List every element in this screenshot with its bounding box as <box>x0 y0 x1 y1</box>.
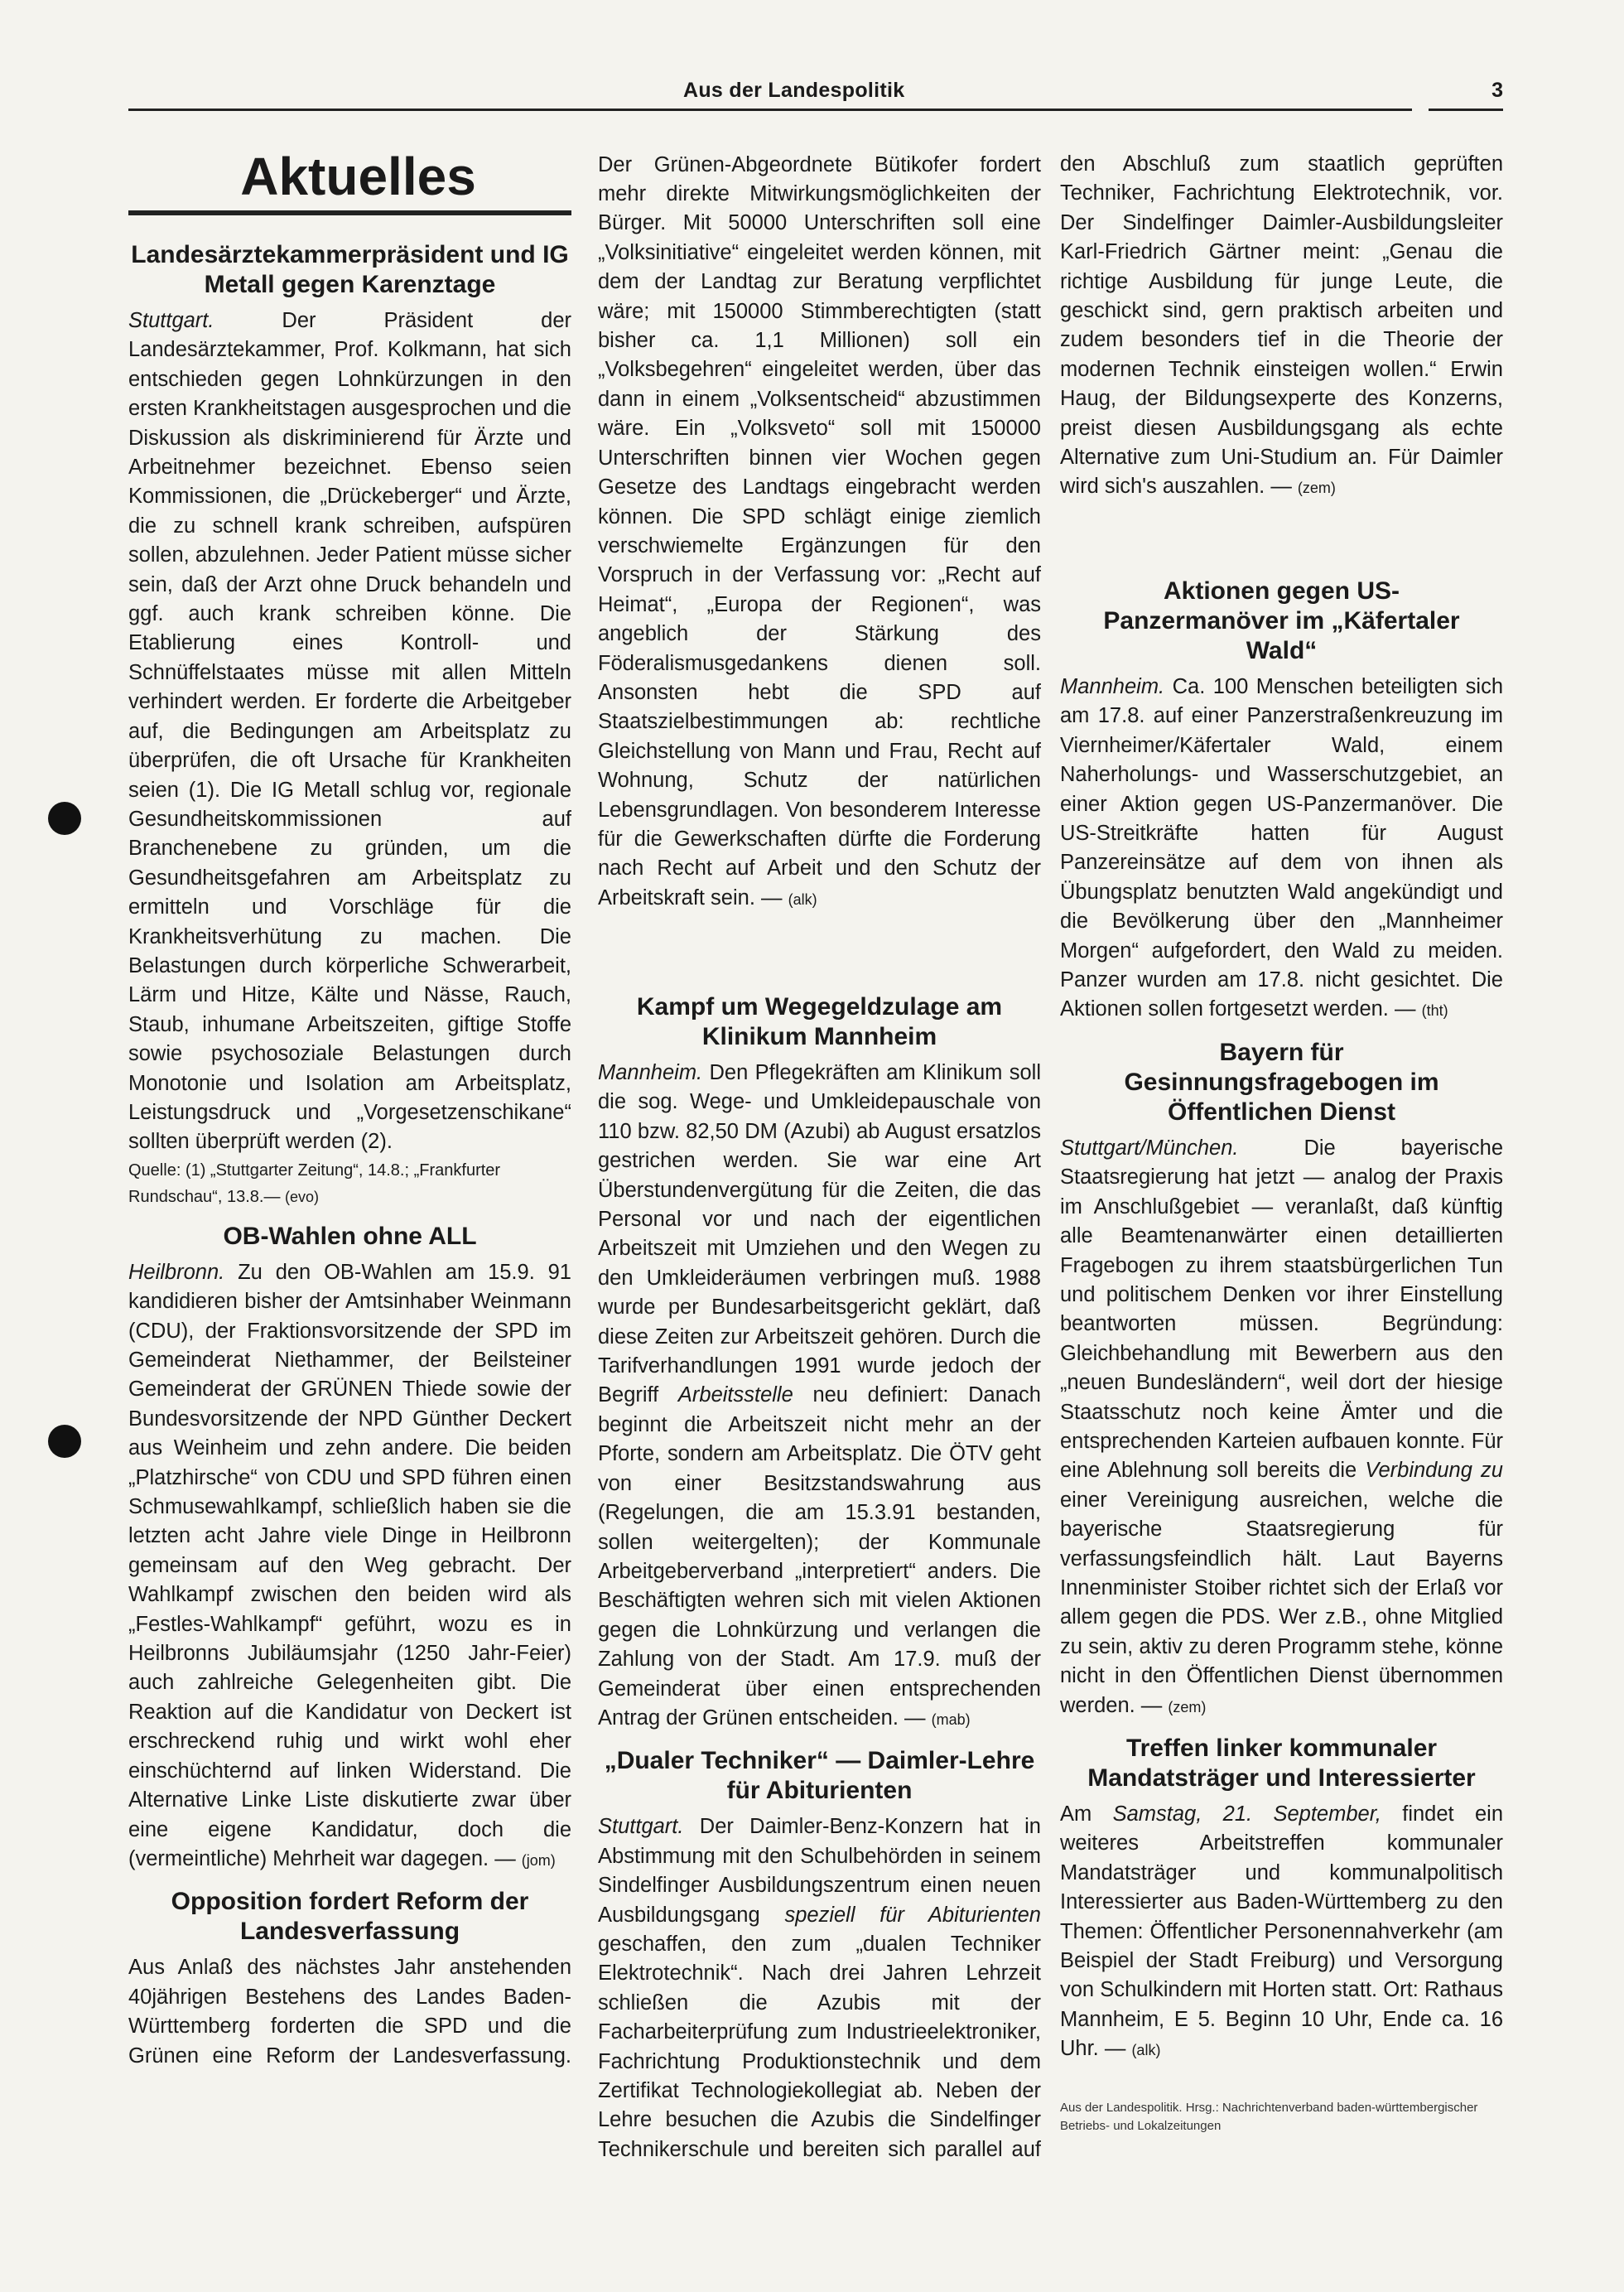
dateline: Mannheim. <box>1060 675 1165 698</box>
page-number: 3 <box>1491 79 1503 102</box>
section-rule <box>128 210 571 215</box>
article-body-part-2: Der Grünen-Abgeordnete Bütikofer fordert mehr direkte Mitwirkungsmöglichkeiten der Bürger. Mit 50000 Unterschriften soll eine „Volksinitiative“ eingeleitet werden können, mit dem der Landtag zur Beratung verpflichtet wäre; mit 150000 Stimmberechtigten (statt bisher ca. 1,1 Millionen) soll ein „Volksbegehren“ eingeleitet werden, über das dann in einem „Volksentscheid“ abzustimmen wäre. Ein „Volksveto“ soll mit 150000 Unterschriften binnen vier Wochen gegen Gesetze des Landtags eingebracht werden können. Die SPD schlägt einige ziemlich verschwiemelte Ergänzungen für den Vorspruch in der Verfassung vor: „Recht auf Heimat“, „Europa der Regionen“, was angeblich der Stärkung des Föderalismusgedankens dienen soll. Ansonsten hebt die SPD auf Staatszielbestimmungen ab: rechtliche Gleichstellung von Mann und Frau, Recht auf Wohnung, Schutz der natürlichen Lebensgrundlagen. Von besonderem Interesse für die Gewerkschaften dürfte die Forderung nach Recht auf Arbeit und den Schutz der Arbeitskraft sein. — (alk) <box>598 152 1041 910</box>
article-body: Stuttgart/München. Die bayerische Staatsregierung hat jetzt — analog der Praxis im Anschlußgebiet — veranlaßt, daß künftig alle Beamtenanwärter einen detaillierten Fragebogen zu ihrem staatsbürgerlichen Tun und politischem Denken vor ihrer Einstellung beantworten müssen. Begründung: Gleichbehandlung mit Bewerbern aus den „neuen Bundesländern“, weil dort der hiesige Staatsschutz noch keine Ämter und die entsprechenden Karteien aufbauen konnte. Für eine Ablehnung soll bereits die Verbindung zu einer Vereinigung ausreichen, welche die bayerische Staatsregierung für verfassungsfeindlich hält. Laut Bayerns Innenminister Stoiber richtet sich der Erlaß vor allem gegen die PDS. Wer z.B., ohne Mitglied zu sein, aktiv zu deren Programm stehe, könne nicht in den Öffentlichen Dienst übernommen werden. — (zem) <box>1060 1136 1503 1717</box>
article <box>598 1746 1041 2165</box>
article-headline: „Dualer Techniker“ — Daimler-Lehre für Abiturienten <box>604 1747 1035 1805</box>
article-body: Mannheim. Den Pflegekräften am Klinikum soll die sog. Wege- und Umkleidepauschale von 110 bzw. 82,50 DM (Azubi) ab August ersatzlos gestrichen werden. Sie war eine Art Überstundenvergütung für die Zeiten, die das Personal vor und nach der eigentlichen Arbeitszeit mit Umziehen und den Wegen zu den Umkleideräumen verbringen muß. 1988 wurde per Bundesarbeitsgericht geklärt, daß diese Zeiten zur Arbeitszeit gehören. Durch die Tarifverhandlungen 1991 wurde jedoch der Begriff Arbeitsstelle neu definiert: Danach beginnt die Arbeitszeit nicht mehr an der Pforte, sondern am Arbeitsplatz. Die ÖTV geht von einer Besitzstandswahrung aus (Regelungen, die am 15.3.91 bestanden, sollen weitergelten); der Kommunale Arbeitgeberverband „interpretiert“ anders. Die Beschäftigten wehren sich mit vielen Aktionen gegen die Lohnkürzung und verlangen die Zahlung von der Stadt. Am 17.9. muß der Gemeinderat über einen entsprechenden Antrag der Grünen entscheiden. — (mab) <box>598 1061 1041 1730</box>
article-source: Quelle: (1) „Stuttgarter Zeitung“, 14.8.; „Frankfurter Rundschau“, 13.8.— (evo) <box>128 1160 501 1206</box>
article-body: Am Samstag, 21. September, findet ein weiteres Arbeitstreffen kommunaler Mandatsträger und kommunalpolitisch Interessierter aus Baden-Württemberg zu den Themen: Öffentlicher Personennahverkehr (am Beispiel der Stadt Freiburg) und Versorgung von Schulkindern mit Horten statt. Ort: Rathaus Mannheim, E 5. Beginn 10 Uhr, Ende ca. 16 Uhr. — (alk) <box>1060 1802 1503 2061</box>
article-continued <box>1060 151 1503 565</box>
author-signature: (evo) <box>285 1188 320 1205</box>
running-head: Aus der Landespolitik <box>683 79 905 102</box>
article-body-part-1: Aus Anlaß des nächstes Jahr anstehenden 40jährigen Bestehens des Landes Baden-Württemberg forderten die SPD und die Grünen eine Reform der Landesverfassung. <box>128 1956 571 2068</box>
author-signature: (zem) <box>1168 1698 1207 1715</box>
column-1 <box>128 147 571 2071</box>
article-body-part-1: Stuttgart. Der Daimler-Benz-Konzern hat in Abstimmung mit den Schulbehörden in seinem Sindelfinger Ausbildungszentrum einen neuen Ausbildungsgang speziell für Abiturienten geschaffen, den zum „dualen Techniker Elektrotechnik“. Nach drei Jahren Lehrzeit schließen die Azubis mit der Facharbeiterprüfung zum Industrieelektroniker, Fachrichtung Produktionstechnik und dem Zertifikat Technologiekollegiat ab. Neben der Lehre besuchen die Azubis die Sindelfinger Technikerschule und bereiten sich parallel auf <box>598 1815 1041 2161</box>
author-signature: (tht) <box>1421 1002 1448 1020</box>
header-rule-short <box>1429 109 1503 111</box>
article-continued <box>598 151 1041 981</box>
article-body: Heilbronn. Zu den OB-Wahlen am 15.9. 91 kandidieren bisher der Amtsinhaber Weinmann (CDU), der Fraktionsvorsitzende der SPD im Gemeinderat Niethammer, der Beilsteiner Gemeinderat der GRÜNEN Thiede sowie der Bundesvorsitzende der NPD Günther Deckert aus Weinheim und zehn andere. Die beiden „Platzhirsche“ von CDU und SPD führen einen Schmusewahlkampf, schließlich haben sie die letzten acht Jahre viele Dinge in Heilbronn gemeinsam auf den Weg gebracht. Der Wahlkampf zwischen den beiden wird als „Festles-Wahlkampf“ geführt, wozu es in Heilbronns Jubiläumsjahr (1250 Jahr-Feier) auch zahlreiche Gelegenheiten gibt. Die Reaktion auf die Kandidatur von Deckert ist erschreckend ruhig und wirkt wohl eher einschüchternd auf linken Widerstand. Die Alternative Linke Liste diskutierte zwar über eine eigene Kandidatur, doch die (vermeintliche) Mehrheit war dagegen. — (jom) <box>128 1260 571 1870</box>
article <box>1060 577 1503 1026</box>
article <box>598 992 1041 1735</box>
article <box>1060 1038 1503 1722</box>
article-headline: Landesärztekammerpräsident und IG Metall gegen Karenztage <box>131 241 569 298</box>
dateline: Stuttgart/München. <box>1060 1136 1239 1160</box>
imprint: Aus der Landespolitik. Hrsg.: Nachrichtenverband baden-württembergischer Betriebs- und Lokalzeitungen <box>1060 2100 1478 2133</box>
article-body: Stuttgart. Der Präsident der Landesärztekammer, Prof. Kolkmann, hat sich entschieden gegen Lohnkürzungen in den ersten Krankheitstagen ausgesprochen und die Diskussion als diskriminierend für Ärzte und Arbeitnehmer bezeichnet. Ebenso seien Kommissionen, die „Drückeberger“ und Ärzte, die zu schnell krank schreiben, aufspüren sollen, abzulehnen. Jeder Patient müsse sicher sein, daß der Arzt ohne Druck behandeln und ggf. auch krank schreiben könne. Die Etablierung eines Kontroll- und Schnüffelstaates müsse mit allen Mitteln verhindert werden. Er forderte die Arbeitgeber auf, die Bedingungen am Arbeitsplatz zu überprüfen, die oft Ursache für Krankheiten seien (1). Die IG Metall schlug vor, regionale Gesundheitskommissionen auf Branchenebene zu gründen, um die Gesundheitsgefahren am Arbeitsplatz zu ermitteln und Vorschläge für die Krankheitsverhütung zu machen. Die Belastungen durch körperliche Schwerarbeit, Lärm und Hitze, Kälte und Nässe, Rauch, Staub, inhumane Arbeitszeiten, giftige Stoffe sowie psychosoziale Belastungen durch Monotonie und Isolation am Arbeitsplatz, Leistungsdruck und „Vorgesetzenschikane“ sollten überprüft werden (2). <box>128 309 571 1154</box>
article <box>128 1887 571 2071</box>
article-body-part-2: den Abschluß zum staatlich geprüften Techniker, Fachrichtung Elektrotechnik, vor. Der Sindelfinger Daimler-Ausbildungsleiter Karl-Friedrich Gärtner meint: „Genau die richtige Ausbildung für junge Leute, die geschickt sind, gern praktisch arbeiten und zudem besonders tief in die Theorie der modernen Technik einsteigen wollen.“ Erwin Haug, der Bildungsexperte des Konzerns, preist diesen Ausbildungsgang als echte Alternative zum Uni-Studium an. Für Daimler wird sich's auszahlen. — (zem) <box>1060 152 1503 499</box>
punch-hole <box>48 1425 81 1458</box>
article-body: Mannheim. Ca. 100 Menschen beteiligten sich am 17.8. auf einer Panzerstraßenkreuzung im Viernheimer/Käfertaler Wald, einem Naherholungs- und Wasserschutzgebiet, an einer Aktion gegen US-Panzermanöver. Die US-Streitkräfte hatten für August Panzereinsätze auf dem von ihnen als Übungsplatz benutzten Wald angekündigt und die Bevölkerung über den „Mannheimer Morgen“ aufgefordert, den Wald zu meiden. Panzer wurden am 17.8. nicht gesichtet. Die Aktionen sollen fortgesetzt werden. — (tht) <box>1060 675 1503 1021</box>
article-headline: Aktionen gegen US-Panzermanöver im „Käfertaler Wald“ <box>1103 577 1460 664</box>
section-title: Aktuelles <box>240 147 476 206</box>
header-rule <box>128 109 1412 111</box>
article-headline: Treffen linker kommunaler Mandatsträger und Interessierter <box>1087 1735 1476 1792</box>
dateline: Mannheim. <box>598 1061 703 1084</box>
article-headline: OB-Wahlen ohne ALL <box>223 1222 477 1250</box>
article-headline: Kampf um Wegegeldzulage am Klinikum Mannheim <box>636 993 1003 1050</box>
dateline: Stuttgart. <box>598 1815 684 1839</box>
author-signature: (alk) <box>788 890 817 908</box>
article <box>128 1222 571 1876</box>
author-signature: (zem) <box>1297 480 1336 497</box>
author-signature: (alk) <box>1131 2042 1161 2059</box>
dateline: Stuttgart. <box>128 309 214 332</box>
dateline: Heilbronn. <box>128 1260 225 1284</box>
author-signature: (mab) <box>931 1711 971 1728</box>
article-headline: Bayern für Gesinnungsfragebogen im Öffentlichen Dienst <box>1124 1038 1439 1126</box>
article <box>128 240 571 1210</box>
column-3 <box>1060 151 1503 2135</box>
author-signature: (jom) <box>521 1851 556 1869</box>
page-header <box>128 79 1503 115</box>
article <box>1060 1734 1503 2066</box>
column-2 <box>598 151 1041 2165</box>
dateline: Samstag, 21. September, <box>1112 1802 1381 1826</box>
punch-hole <box>48 802 81 835</box>
article-headline: Opposition fordert Reform der Landesverfassung <box>171 1888 529 1946</box>
